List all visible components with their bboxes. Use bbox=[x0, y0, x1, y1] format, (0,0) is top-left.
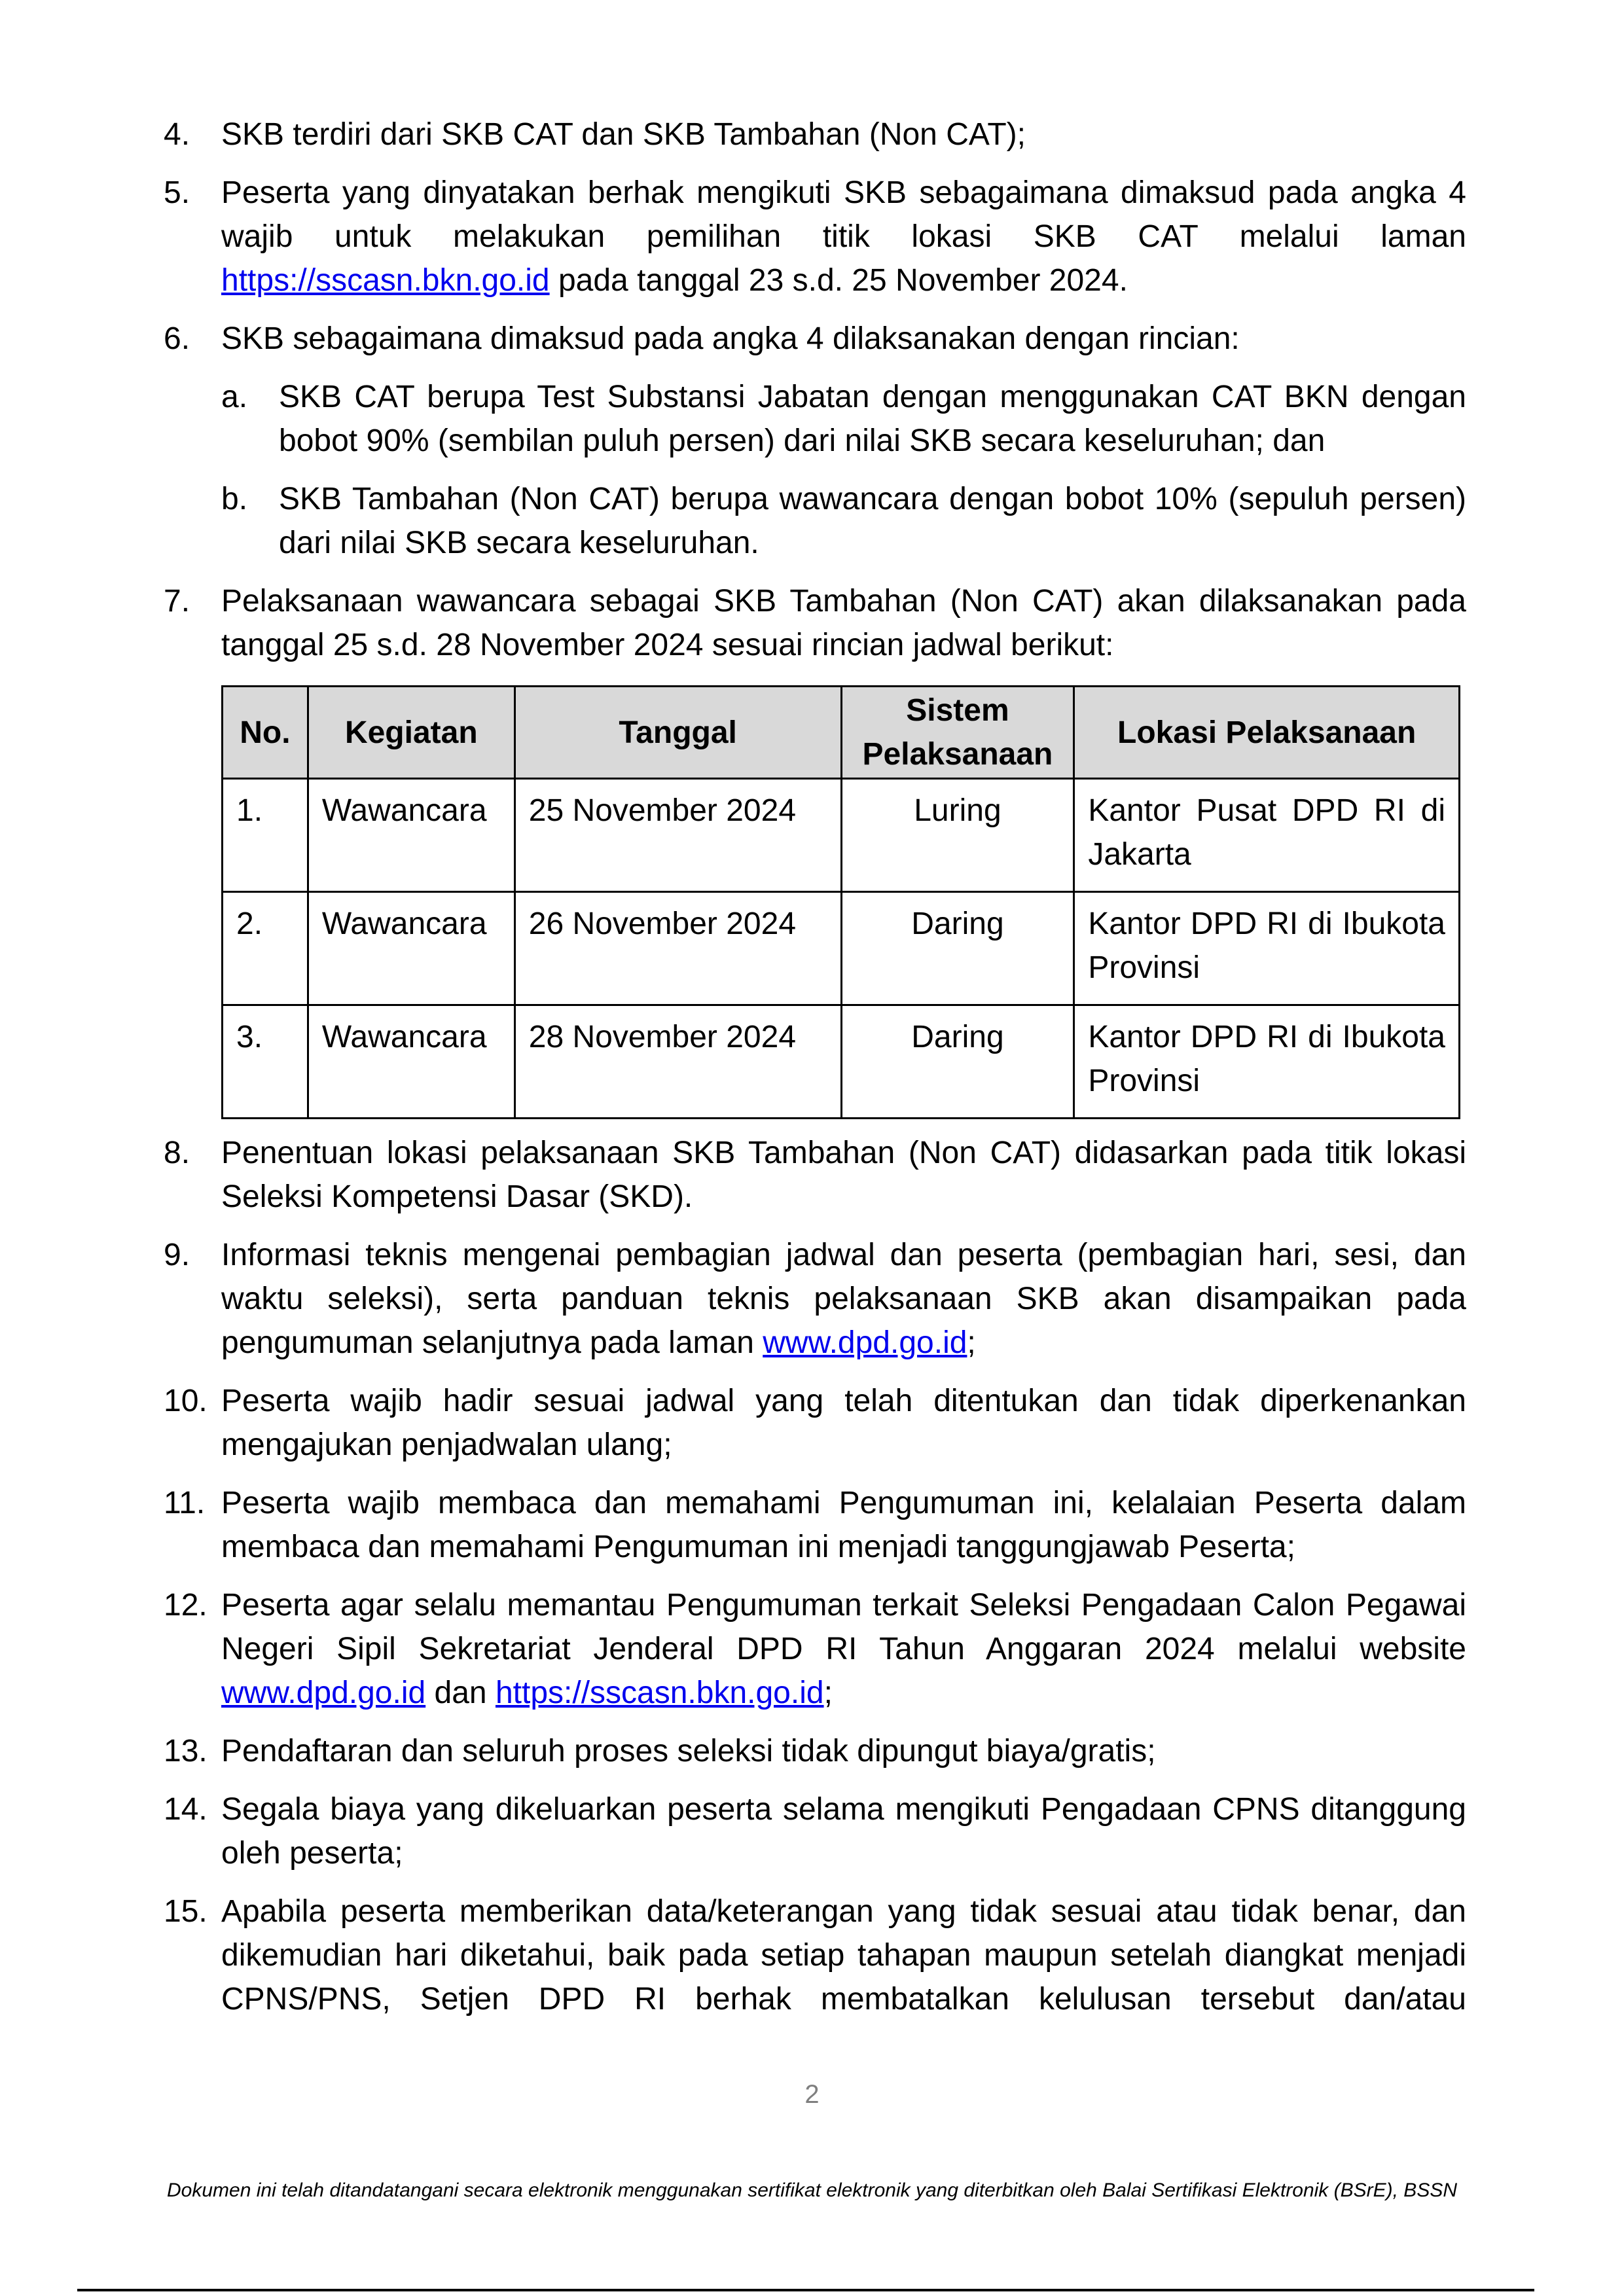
item-text: Peserta agar selalu memantau Pengumuman terkait Seleksi Pengadaan Calon Pegawai Negeri Sipil Sekretariat Jenderal DPD RI Tahun Anggaran 2024 melalui website bbox=[221, 1588, 1466, 1666]
item-text: Informasi teknis mengenai pembagian jadwal dan peserta (pembagian hari, sesi, dan waktu seleksi), serta panduan teknis pelaksanaan SKB akan disampaikan pada pengumuman selanjutnya pada laman bbox=[221, 1238, 1466, 1360]
item-text: Penentuan lokasi pelaksanaan SKB Tambahan (Non CAT) didasarkan pada titik lokasi Seleksi Kompetensi Dasar (SKD). bbox=[221, 1136, 1466, 1214]
cell-kegiatan: Wawancara bbox=[308, 779, 514, 892]
cell-tanggal: 25 November 2024 bbox=[514, 779, 841, 892]
item-text: Pendaftaran dan seluruh proses seleksi tidak dipungut biaya/gratis; bbox=[221, 1734, 1156, 1768]
item-text: Peserta wajib hadir sesuai jadwal yang telah ditentukan dan tidak diperkenankan mengajukan penjadwalan ulang; bbox=[221, 1384, 1466, 1462]
table-row bbox=[223, 892, 1460, 1005]
item-text: pada tanggal 23 s.d. 25 November 2024. bbox=[549, 263, 1128, 298]
sub-item-letter: b. bbox=[221, 482, 248, 516]
cell-sistem: Luring bbox=[841, 779, 1074, 892]
cell-tanggal: 28 November 2024 bbox=[514, 1005, 841, 1119]
list-item-12 bbox=[164, 1583, 1466, 1715]
cell-sistem: Daring bbox=[841, 892, 1074, 1005]
list-item-9 bbox=[164, 1233, 1466, 1365]
cell-kegiatan: Wawancara bbox=[308, 1005, 514, 1119]
cell-kegiatan: Wawancara bbox=[308, 892, 514, 1005]
cell-sistem: Daring bbox=[841, 1005, 1074, 1119]
cell-lokasi: Kantor DPD RI di Ibukota Provinsi bbox=[1074, 1005, 1460, 1119]
page-number: 2 bbox=[804, 2080, 820, 2109]
header-tanggal: Tanggal bbox=[514, 687, 841, 779]
item-text: SKB terdiri dari SKB CAT dan SKB Tambahan (Non CAT); bbox=[221, 117, 1026, 152]
header-no: No. bbox=[223, 687, 308, 779]
sscasn-link[interactable]: https://sscasn.bkn.go.id bbox=[495, 1676, 824, 1710]
item-number: 13. bbox=[164, 1734, 208, 1768]
e-signature-footer: Dokumen ini telah ditandatangani secara elektronik menggunakan sertifikat elektronik yang diterbitkan oleh Balai Sertifikasi Elektronik (BSrE), BSSN bbox=[166, 2179, 1458, 2201]
list-item-7 bbox=[164, 579, 1466, 667]
table-row bbox=[223, 1005, 1460, 1119]
item-text: Segala biaya yang dikeluarkan peserta selama mengikuti Pengadaan CPNS ditanggung oleh peserta; bbox=[221, 1792, 1466, 1871]
cell-tanggal: 26 November 2024 bbox=[514, 892, 841, 1005]
table-header-row bbox=[223, 687, 1460, 779]
item-text: SKB sebagaimana dimaksud pada angka 4 dilaksanakan dengan rincian: bbox=[221, 321, 1240, 356]
sub-item-a bbox=[221, 375, 1466, 463]
cell-lokasi: Kantor DPD RI di Ibukota Provinsi bbox=[1074, 892, 1460, 1005]
item-text: ; bbox=[823, 1676, 833, 1710]
item-number: 11. bbox=[164, 1486, 206, 1520]
list-item-5 bbox=[164, 171, 1466, 302]
item-number: 4. bbox=[164, 117, 190, 152]
cell-no: 2. bbox=[223, 892, 308, 1005]
sub-item-text: SKB Tambahan (Non CAT) berupa wawancara dengan bobot 10% (sepuluh persen) dari nilai SKB secara keseluruhan. bbox=[279, 482, 1466, 560]
document-body bbox=[164, 113, 1466, 2036]
item-number: 10. bbox=[164, 1384, 208, 1418]
schedule-table bbox=[221, 685, 1460, 1119]
sscasn-link[interactable]: https://sscasn.bkn.go.id bbox=[221, 263, 550, 298]
table-row bbox=[223, 779, 1460, 892]
item-number: 14. bbox=[164, 1792, 208, 1827]
list-item-8 bbox=[164, 1131, 1466, 1219]
cell-no: 3. bbox=[223, 1005, 308, 1119]
item-number: 7. bbox=[164, 584, 190, 619]
item-text: Peserta yang dinyatakan berhak mengikuti SKB sebagaimana dimaksud pada angka 4 wajib untuk melakukan pemilihan titik lokasi SKB CAT melalui laman bbox=[221, 175, 1466, 254]
item-number: 8. bbox=[164, 1136, 190, 1170]
item-text: ; bbox=[967, 1325, 976, 1360]
item-text: Apabila peserta memberikan data/keterangan yang tidak sesuai atau tidak benar, dan dikemudian hari diketahui, baik pada setiap tahapan maupun setelah diangkat menjadi CPNS/PNS, Setjen DPD RI berhak membatalkan kelulusan tersebut dan/atau bbox=[221, 1894, 1466, 2017]
footer-rule bbox=[77, 2289, 1534, 2291]
item-text: dan bbox=[425, 1676, 496, 1710]
list-item-6 bbox=[164, 317, 1466, 565]
header-sistem: Sistem Pelaksanaan bbox=[841, 687, 1074, 779]
item-number: 6. bbox=[164, 321, 190, 356]
list-item-11 bbox=[164, 1481, 1466, 1569]
item-text: Pelaksanaan wawancara sebagai SKB Tambahan (Non CAT) akan dilaksanakan pada tanggal 25 s.d. 28 November 2024 sesuai rincian jadwal berikut: bbox=[221, 584, 1466, 662]
header-lokasi: Lokasi Pelaksanaan bbox=[1074, 687, 1460, 779]
item-number: 5. bbox=[164, 175, 190, 210]
header-kegiatan: Kegiatan bbox=[308, 687, 514, 779]
list-item-10 bbox=[164, 1379, 1466, 1467]
cell-no: 1. bbox=[223, 779, 308, 892]
item-text: Peserta wajib membaca dan memahami Pengumuman ini, kelalaian Peserta dalam membaca dan memahami Pengumuman ini menjadi tanggungjawab Peserta; bbox=[221, 1486, 1466, 1564]
list-item-14 bbox=[164, 1787, 1466, 1875]
sub-item-b bbox=[221, 477, 1466, 565]
sub-item-letter: a. bbox=[221, 380, 248, 414]
list-item-13 bbox=[164, 1729, 1466, 1773]
item-number: 12. bbox=[164, 1588, 208, 1623]
cell-lokasi: Kantor Pusat DPD RI di Jakarta bbox=[1074, 779, 1460, 892]
dpd-link[interactable]: www.dpd.go.id bbox=[221, 1676, 426, 1710]
item-number: 9. bbox=[164, 1238, 190, 1272]
sub-item-text: SKB CAT berupa Test Substansi Jabatan dengan menggunakan CAT BKN dengan bobot 90% (sembilan puluh persen) dari nilai SKB secara keseluruhan; dan bbox=[279, 380, 1466, 458]
dpd-link[interactable]: www.dpd.go.id bbox=[763, 1325, 967, 1360]
list-item-4 bbox=[164, 113, 1466, 156]
item-number: 15. bbox=[164, 1894, 208, 1929]
list-item-15 bbox=[164, 1890, 1466, 2021]
